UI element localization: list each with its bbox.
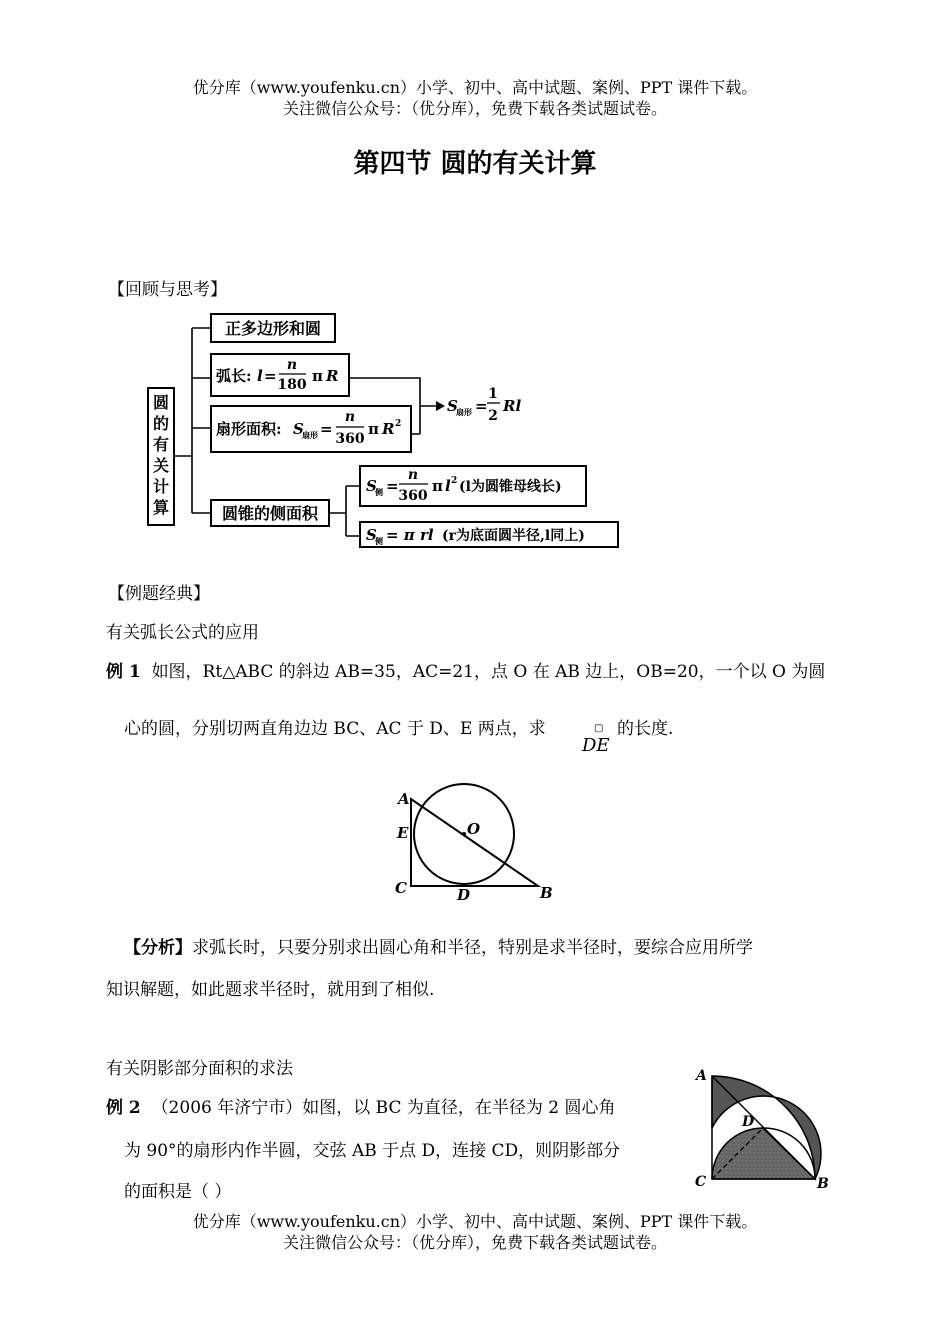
result-sub: 扇形	[456, 407, 472, 417]
sector-pi: π	[368, 420, 379, 438]
fig1-label-a: A	[398, 790, 410, 808]
sector-eq: =	[320, 420, 333, 438]
subheading-arc: 有关弧长公式的应用	[106, 623, 259, 643]
example-1-line-2b: 的长度.	[617, 719, 674, 739]
c1-den: 360	[398, 488, 428, 504]
c1-s: S	[366, 477, 377, 495]
c1-l: l	[445, 477, 451, 495]
arc-num: n	[286, 357, 298, 373]
analysis-line-2: 知识解题，如此题求半径时，就用到了相似.	[106, 980, 435, 1000]
examples-heading: 【例题经典】	[108, 584, 210, 604]
example-2-line-3: 的面积是（ ）	[124, 1182, 232, 1202]
c1-note: (l为圆锥母线长)	[459, 479, 562, 495]
root-char: 的	[152, 414, 170, 433]
figure-2	[690, 1064, 835, 1194]
cone-connector	[329, 486, 360, 536]
fig2-label-b: B	[817, 1176, 829, 1192]
root-char: 圆	[152, 393, 170, 412]
figure-1	[390, 780, 560, 910]
result-s: S	[447, 397, 458, 415]
arc-eq: =	[264, 367, 277, 385]
c1-eq: =	[386, 477, 399, 495]
example-2-text-1: （2006 年济宁市）如图，以 BC 为直径，在半径为 2 圆心角	[151, 1098, 616, 1118]
analysis-label: 【分析】	[124, 938, 192, 958]
sector-label: 扇形面积:	[216, 420, 282, 438]
concept-map	[140, 308, 630, 553]
example-2-label: 例 2	[106, 1098, 141, 1118]
fig1-label-d: D	[457, 886, 471, 904]
header-line-2: 关注微信公众号：（优分库），免费下载各类试题试卷。	[282, 99, 667, 118]
root-char: 计	[152, 477, 170, 496]
sector-num: n	[344, 409, 356, 425]
fig1-label-c: C	[395, 879, 407, 897]
example-1-text-1: 如图，Rt△ABC 的斜边 AB=35，AC=21，点 O 在 AB 边上，OB=20，一个以 O 为圆	[151, 662, 826, 682]
c1-pi: π	[432, 477, 443, 495]
result-eq: =	[475, 397, 488, 415]
merge-arrow	[436, 401, 445, 411]
example-2-line-1	[106, 1097, 615, 1119]
sector-den: 360	[335, 431, 365, 447]
arc-pi: π	[312, 367, 323, 385]
example-1-line-2a: 心的圆，分别切两直角边边 BC、AC 于 D、E 两点，求	[124, 719, 546, 739]
subheading-shaded: 有关阴影部分面积的求法	[106, 1059, 293, 1079]
fig1-label-b: B	[540, 884, 553, 902]
arc-label: 弧长:	[216, 367, 252, 385]
result-den: 2	[488, 408, 498, 424]
example-1-label: 例 1	[106, 662, 141, 682]
fig2-label-a: A	[696, 1068, 707, 1084]
arc-de: DE	[582, 735, 610, 756]
c1-sub: 侧	[375, 487, 383, 497]
arc-symbol-icon: ▢	[594, 723, 604, 734]
fig2-label-c: C	[695, 1174, 707, 1190]
root-char: 算	[152, 498, 170, 517]
sector-sub: 扇形	[302, 430, 318, 440]
arc-l: l	[257, 367, 263, 385]
analysis-text-1: 求弧长时，只要分别求出圆心角和半径，特别是求半径时，要综合应用所学	[192, 938, 753, 958]
branch-cone-label: 圆锥的侧面积	[221, 504, 319, 523]
c2-sub: 侧	[375, 536, 383, 546]
root-connector	[174, 328, 210, 513]
branch-polygons-label: 正多边形和圆	[224, 319, 322, 338]
arc-den: 180	[277, 377, 307, 393]
fig1-label-e: E	[397, 824, 409, 842]
example-2-line-2: 为 90°的扇形内作半圆，交弦 AB 于点 D，连接 CD，则阴影部分	[124, 1141, 621, 1161]
footer-line-2: 关注微信公众号：（优分库），免费下载各类试题试卷。	[282, 1233, 667, 1252]
c1-sup: 2	[451, 476, 458, 486]
c1-num: n	[407, 467, 419, 483]
sector-r: R	[382, 420, 395, 438]
page-title: 第四节 圆的有关计算	[353, 149, 597, 179]
fig2-label-d: D	[742, 1114, 755, 1130]
review-heading: 【回顾与思考】	[108, 280, 227, 300]
result-tail: Rl	[503, 397, 522, 415]
c2-s: S	[366, 526, 377, 544]
root-char: 有	[152, 435, 170, 454]
example-1-line-1	[106, 661, 825, 683]
arc-r: R	[326, 367, 339, 385]
result-num: 1	[488, 386, 498, 402]
analysis-line-1	[124, 937, 753, 959]
header-line-1: 优分库（www.youfenku.cn）小学、初中、高中试题、案例、PPT 课件下载。	[192, 78, 758, 97]
sector-s: S	[293, 420, 304, 438]
sector-sup: 2	[395, 419, 402, 429]
root-char: 关	[152, 456, 170, 475]
footer-line-1: 优分库（www.youfenku.cn）小学、初中、高中试题、案例、PPT 课件下载。	[192, 1212, 758, 1231]
fig1-label-o: O	[467, 820, 481, 838]
c2-eq: = π rl	[386, 526, 434, 544]
c2-note: (r为底面圆半径,l同上)	[442, 528, 585, 544]
